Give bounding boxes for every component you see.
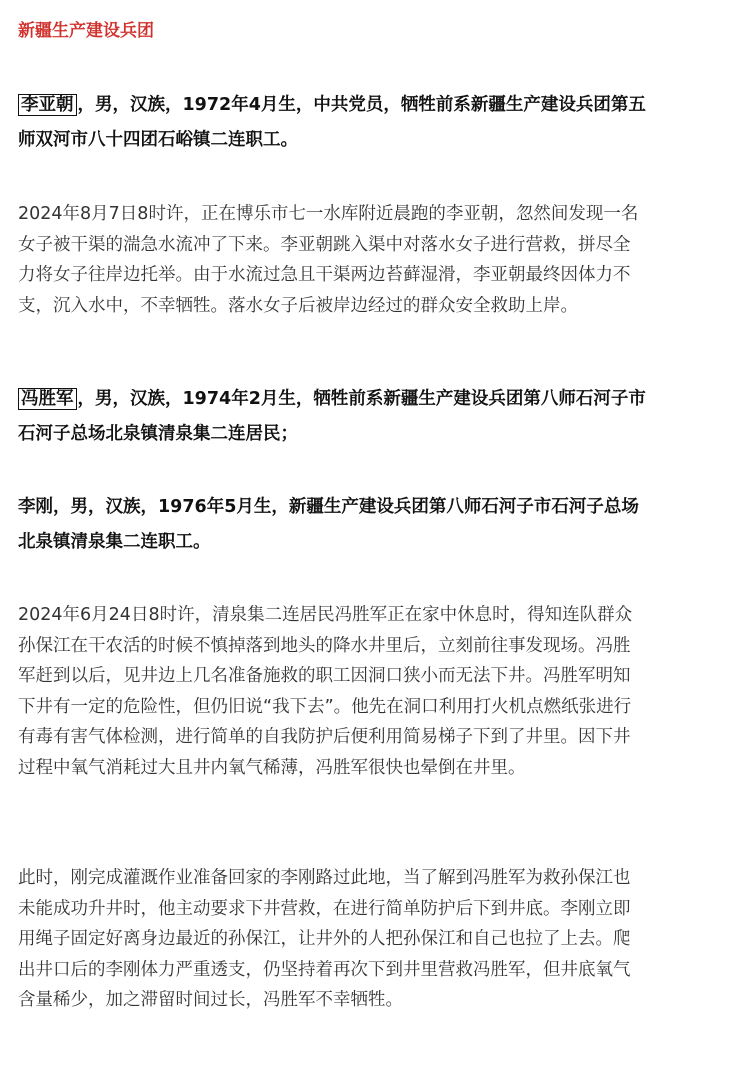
person-name-highlight: 李亚朝 [18, 94, 77, 116]
story-paragraph-1 [18, 199, 730, 321]
paragraph-line: 用绳子固定好离身边最近的孙保江，让井外的人把孙保江和自己也拉了上去。爬 [18, 929, 631, 949]
paragraph-line: 孙保江在干农活的时候不慎掉落到地头的降水井里后，立刻前往事发现场。冯胜 [18, 635, 631, 656]
person-intro-text: ，男，汉族，1974年2月生，牺牲前系新疆生产建设兵团第八师石河子市 [77, 389, 646, 409]
person-name-highlight: 冯胜军 [18, 388, 77, 410]
person-intro-text: 石河子总场北泉镇清泉集二连居民； [18, 424, 298, 444]
paragraph-line: 过程中氧气消耗过大且井内氧气稀薄，冯胜军很快也晕倒在井里。 [18, 757, 526, 778]
paragraph-line: 未能成功升井时，他主动要求下井营救，在进行简单防护后下到井底。李刚立即 [18, 898, 631, 919]
paragraph-line: 支，沉入水中，不幸牺牲。落水女子后被岸边经过的群众安全救助上岸。 [18, 295, 578, 316]
paragraph-line: 力将女子往岸边托举。由于水流过急且干渠两边苔藓湿滑，李亚朝最终因体力不 [18, 265, 631, 285]
person-intro-text: 师双河市八十四团石峪镇二连职工。 [18, 130, 298, 150]
person-intro-text: 李刚，男，汉族，1976年5月生，新疆生产建设兵团第八师石河子市石河子总场 [18, 497, 639, 517]
person-intro-feng-shengjun [18, 382, 730, 452]
section-heading: 新疆生产建设兵团 [18, 21, 154, 41]
paragraph-line: 女子被干渠的湍急水流冲了下来。李亚朝跳入渠中对落水女子进行营救，拼尽全 [18, 234, 631, 255]
story-paragraph-3 [18, 863, 730, 1016]
paragraph-line: 出井口后的李刚体力严重透支，仍坚持着再次下到井里营救冯胜军，但井底氧气 [18, 959, 631, 980]
paragraph-line: 此时，刚完成灌溉作业准备回家的李刚路过此地，当了解到冯胜军为救孙保江也 [18, 868, 631, 888]
story-paragraph-2 [18, 600, 730, 783]
person-intro-li-gang [18, 490, 730, 560]
person-intro-text: 北泉镇清泉集二连职工。 [18, 532, 211, 552]
person-intro-text: ，男，汉族，1972年4月生，中共党员，牺牲前系新疆生产建设兵团第五 [77, 95, 646, 115]
paragraph-line: 2024年8月7日8时许，正在博乐市七一水库附近晨跑的李亚朝，忽然间发现一名 [18, 204, 639, 224]
paragraph-line: 下井有一定的危险性，但仍旧说“我下去”。他先在洞口利用打火机点燃纸张进行 [18, 696, 632, 717]
paragraph-line: 军赶到以后，见井边上几名准备施救的职工因洞口狭小而无法下井。冯胜军明知 [18, 666, 631, 686]
paragraph-line: 2024年6月24日8时许，清泉集二连居民冯胜军正在家中休息时，得知连队群众 [18, 605, 633, 625]
person-intro-li-yachao [18, 88, 730, 158]
paragraph-line: 有毒有害气体检测，进行简单的自我防护后便利用简易梯子下到了井里。因下井 [18, 727, 631, 747]
paragraph-line: 含量稀少，加之滞留时间过长，冯胜军不幸牺牲。 [18, 990, 403, 1010]
